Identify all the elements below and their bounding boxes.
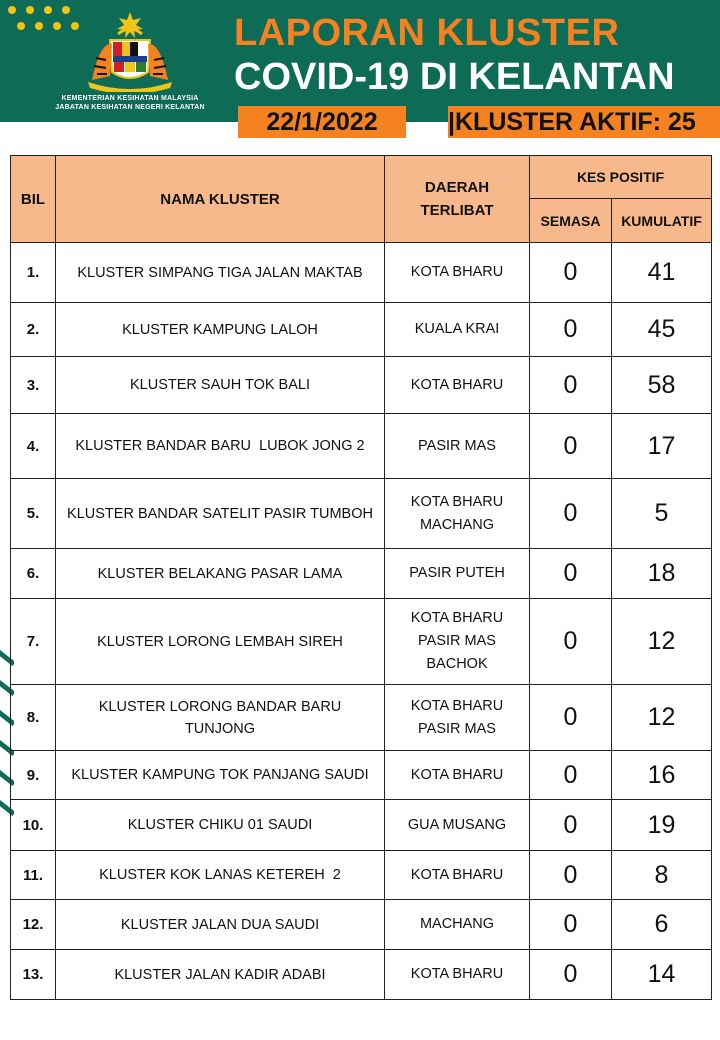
cell-semasa: 0	[530, 357, 612, 414]
cell-bil: 13.	[11, 950, 56, 1000]
cell-nama-kluster	[56, 851, 385, 900]
cell-semasa: 0	[530, 599, 612, 685]
table-row	[11, 851, 712, 900]
header-daerah-terlibat	[385, 156, 530, 243]
cell-daerah	[385, 414, 530, 479]
cell-nama-kluster	[56, 950, 385, 1000]
cell-daerah	[385, 800, 530, 851]
table-row	[11, 414, 712, 479]
report-header	[0, 0, 720, 122]
table-row	[11, 357, 712, 414]
cell-nama-kluster	[56, 357, 385, 414]
cluster-name-line: KLUSTER LORONG LEMBAH SIREH	[97, 633, 343, 650]
cluster-name-line: KLUSTER SIMPANG TIGA JALAN MAKTAB	[77, 264, 363, 281]
cluster-name-line: TUNJONG	[184, 720, 256, 737]
cell-semasa: 0	[530, 685, 612, 751]
cluster-name-line: KLUSTER KAMPUNG LALOH	[122, 321, 318, 338]
cell-semasa: 0	[530, 549, 612, 599]
cell-daerah	[385, 479, 530, 549]
cell-bil: 10.	[11, 800, 56, 851]
table-row	[11, 900, 712, 950]
district-line: MACHANG	[419, 916, 495, 932]
active-cluster-count: |KLUSTER AKTIF: 25	[448, 106, 720, 138]
cell-semasa: 0	[530, 900, 612, 950]
cluster-name-line: KLUSTER KAMPUNG TOK PANJANG SAUDI	[71, 767, 369, 783]
header-daerah-line1: DAERAH	[424, 179, 490, 196]
cell-semasa: 0	[530, 303, 612, 357]
cell-nama-kluster	[56, 751, 385, 800]
cell-daerah	[385, 685, 530, 751]
cell-daerah	[385, 243, 530, 303]
cell-kumulatif: 6	[612, 900, 712, 950]
report-subtitle: COVID-19 DI KELANTAN	[234, 56, 675, 98]
cell-nama-kluster	[56, 414, 385, 479]
ministry-name: KEMENTERIAN KESIHATAN MALAYSIA	[61, 95, 199, 102]
cluster-name-line: KLUSTER BANDAR SATELIT PASIR TUMBOH	[67, 505, 373, 522]
table-row	[11, 479, 712, 549]
cluster-name-line: KLUSTER LORONG BANDAR BARU	[98, 698, 342, 715]
district-line: PASIR MAS	[418, 720, 496, 737]
district-line: KOTA BHARU	[410, 866, 504, 883]
cell-daerah	[385, 599, 530, 685]
cell-kumulatif: 58	[612, 357, 712, 414]
district-line: KOTA BHARU	[410, 493, 504, 510]
cell-nama-kluster	[56, 599, 385, 685]
cell-semasa: 0	[530, 950, 612, 1000]
table-row	[11, 599, 712, 685]
cluster-rows	[11, 243, 712, 1000]
table-row	[11, 950, 712, 1000]
cell-daerah	[385, 357, 530, 414]
cluster-name-line: KLUSTER CHIKU 01 SAUDI	[127, 817, 313, 833]
state-department-name: JABATAN KESIHATAN NEGERI KELANTAN	[55, 104, 205, 111]
cell-kumulatif: 17	[612, 414, 712, 479]
cell-kumulatif: 5	[612, 479, 712, 549]
cell-daerah	[385, 900, 530, 950]
cell-kumulatif: 41	[612, 243, 712, 303]
cell-kumulatif: 16	[612, 751, 712, 800]
cell-nama-kluster	[56, 243, 385, 303]
cell-bil: 7.	[11, 599, 56, 685]
cell-semasa: 0	[530, 751, 612, 800]
cell-kumulatif: 14	[612, 950, 712, 1000]
table-row	[11, 303, 712, 357]
district-line: KOTA BHARU	[410, 376, 504, 393]
cluster-name-line: KLUSTER JALAN KADIR ADABI	[114, 966, 326, 983]
cell-bil: 9.	[11, 751, 56, 800]
district-line: PASIR MAS	[418, 633, 496, 649]
cell-kumulatif: 18	[612, 549, 712, 599]
table-row	[11, 685, 712, 751]
cluster-name-line: KLUSTER JALAN DUA SAUDI	[120, 916, 320, 933]
cell-daerah	[385, 549, 530, 599]
district-line: PASIR PUTEH	[409, 565, 505, 581]
report-title: LAPORAN KLUSTER	[234, 12, 620, 54]
cell-bil: 8.	[11, 685, 56, 751]
cell-nama-kluster	[56, 303, 385, 357]
cell-nama-kluster	[56, 549, 385, 599]
district-line: KOTA BHARU	[410, 766, 504, 783]
cell-daerah	[385, 751, 530, 800]
cell-nama-kluster	[56, 685, 385, 751]
cell-kumulatif: 12	[612, 685, 712, 751]
district-line: KOTA BHARU	[410, 610, 504, 626]
cell-semasa: 0	[530, 851, 612, 900]
cell-bil: 1.	[11, 243, 56, 303]
cell-bil: 2.	[11, 303, 56, 357]
district-line: GUA MUSANG	[407, 816, 507, 833]
cell-bil: 5.	[11, 479, 56, 549]
cell-kumulatif: 19	[612, 800, 712, 851]
cell-bil: 11.	[11, 851, 56, 900]
cluster-name-line: KLUSTER BELAKANG PASAR LAMA	[97, 565, 343, 582]
district-line: MACHANG	[419, 516, 495, 533]
cluster-table	[10, 155, 712, 1000]
header-semasa: SEMASA	[530, 199, 612, 243]
cell-bil: 3.	[11, 357, 56, 414]
district-line: KOTA BHARU	[410, 697, 504, 714]
cell-daerah	[385, 950, 530, 1000]
cell-kumulatif: 45	[612, 303, 712, 357]
cell-semasa: 0	[530, 479, 612, 549]
cluster-name-line: KLUSTER SAUH TOK BALI	[130, 377, 310, 393]
header-kumulatif: KUMULATIF	[612, 199, 712, 243]
cell-nama-kluster	[56, 900, 385, 950]
district-line: BACHOK	[426, 656, 488, 672]
district-line: KOTA BHARU	[410, 966, 504, 982]
table-row	[11, 243, 712, 303]
cluster-name-line: KLUSTER BANDAR BARU LUBOK JONG 2	[75, 438, 365, 454]
cell-nama-kluster	[56, 479, 385, 549]
header-bil: BIL	[11, 156, 56, 243]
cell-kumulatif: 8	[612, 851, 712, 900]
table-row	[11, 751, 712, 800]
cell-bil: 12.	[11, 900, 56, 950]
header-daerah-line2: TERLIBAT	[420, 202, 494, 219]
cell-daerah	[385, 303, 530, 357]
table-row	[11, 800, 712, 851]
cluster-name-line: KLUSTER KOK LANAS KETEREH 2	[99, 867, 341, 883]
district-line: KUALA KRAI	[414, 321, 500, 337]
cell-semasa: 0	[530, 243, 612, 303]
cell-semasa: 0	[530, 414, 612, 479]
header-nama-kluster: NAMA KLUSTER	[56, 156, 385, 243]
cell-nama-kluster	[56, 800, 385, 851]
cell-bil: 6.	[11, 549, 56, 599]
header-kes-positif: KES POSITIF	[530, 156, 712, 199]
report-date: 22/1/2022	[238, 106, 406, 138]
table-row	[11, 549, 712, 599]
malaysia-coat-of-arms-icon	[70, 10, 190, 92]
district-line: KOTA BHARU	[410, 264, 504, 280]
cell-kumulatif: 12	[612, 599, 712, 685]
cell-semasa: 0	[530, 800, 612, 851]
cell-bil: 4.	[11, 414, 56, 479]
district-line: PASIR MAS	[418, 437, 496, 454]
cell-daerah	[385, 851, 530, 900]
